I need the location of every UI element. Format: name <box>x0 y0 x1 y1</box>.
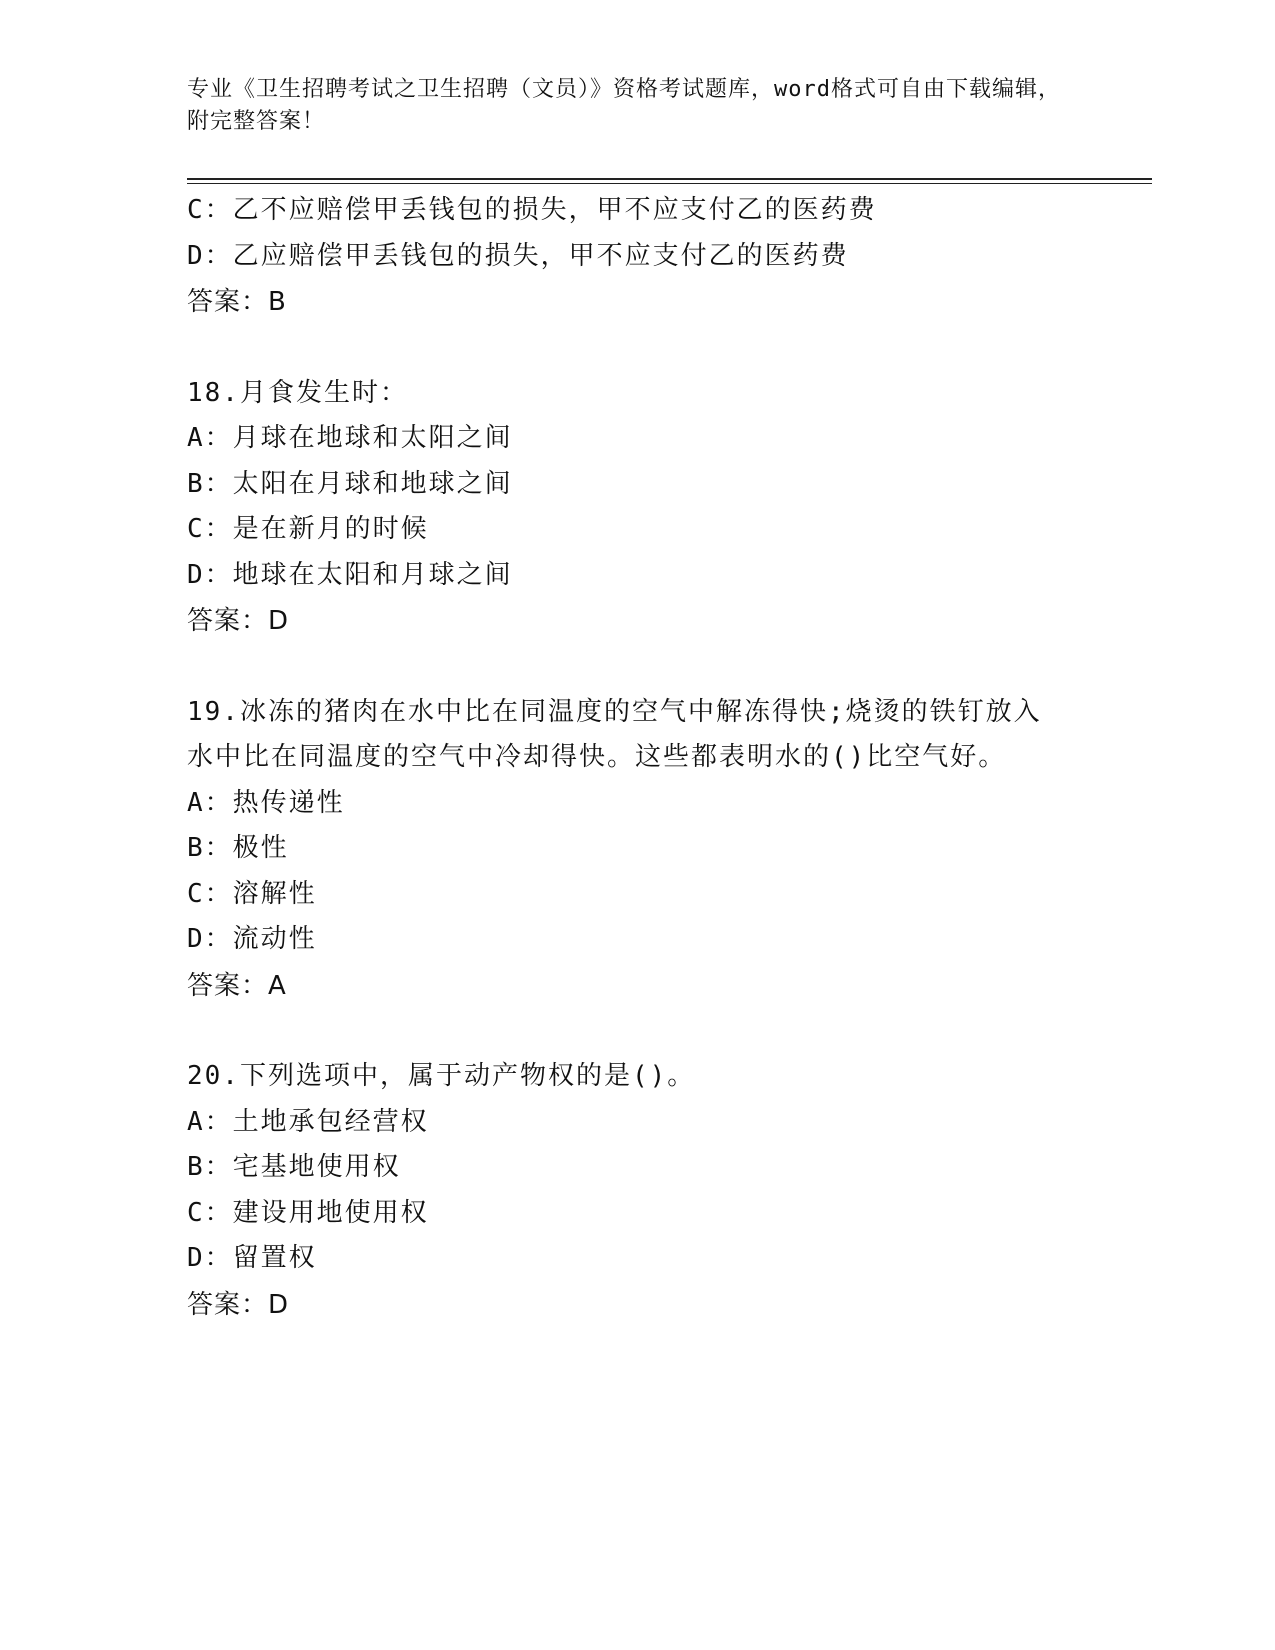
option-text: 乙应赔偿甲丢钱包的损失，甲不应支付乙的医药费 <box>232 240 849 271</box>
option-b <box>187 1145 1087 1191</box>
option-text: 地球在太阳和月球之间 <box>232 559 513 590</box>
option-label: A： <box>187 787 233 818</box>
option-a <box>187 781 1087 827</box>
option-b <box>187 826 1087 872</box>
option-text: 是在新月的时候 <box>232 514 429 544</box>
option-c <box>187 507 1087 553</box>
header-rule-thick <box>187 178 1152 180</box>
option-label: C： <box>187 195 233 225</box>
answer-line: 答案：D <box>187 606 290 636</box>
option-text: 太阳在月球和地球之间 <box>232 468 513 499</box>
option-label: C： <box>187 514 233 544</box>
option-label: B： <box>187 468 233 499</box>
option-label: D： <box>187 1243 233 1273</box>
spacer <box>187 325 1087 371</box>
option-label: B： <box>187 1152 233 1182</box>
option-label: A： <box>187 1106 233 1137</box>
option-d <box>187 553 1087 599</box>
option-label: D： <box>187 240 233 271</box>
option-text: 土地承包经营权 <box>232 1106 429 1137</box>
option-c <box>187 188 1087 234</box>
option-text: 溶解性 <box>232 878 317 909</box>
option-c <box>187 1191 1087 1237</box>
answer-line: 答案：D <box>187 1289 290 1320</box>
option-d <box>187 1236 1087 1282</box>
option-text: 月球在地球和太阳之间 <box>232 423 513 453</box>
spacer <box>187 1009 1087 1055</box>
option-text: 流动性 <box>232 924 317 954</box>
option-a <box>187 416 1087 462</box>
option-text: 乙不应赔偿甲丢钱包的损失，甲不应支付乙的医药费 <box>232 195 877 225</box>
option-text: 留置权 <box>232 1243 317 1273</box>
question-list <box>187 188 1087 1328</box>
header-rule-thin <box>187 183 1152 184</box>
option-label: C： <box>187 1197 233 1228</box>
option-text: 宅基地使用权 <box>232 1152 401 1182</box>
option-label: A： <box>187 423 233 453</box>
question-stem: 19.冰冻的猪肉在水中比在同温度的空气中解冻得快;烧烫的铁钉放入水中比在同温度的空气中冷却得快。这些都表明水的()比空气好。 <box>187 696 1042 772</box>
spacer <box>187 644 1087 690</box>
option-label: C： <box>187 878 233 909</box>
option-label: D： <box>187 924 233 954</box>
option-d <box>187 234 1087 280</box>
option-label: D： <box>187 559 233 590</box>
option-text: 建设用地使用权 <box>232 1197 429 1228</box>
option-a <box>187 1100 1087 1146</box>
option-text: 热传递性 <box>232 787 345 818</box>
document-header: 专业《卫生招聘考试之卫生招聘（文员）》资格考试题库，word格式可自由下载编辑，附完整答案！ <box>187 77 1061 134</box>
question-stem: 18.月食发生时： <box>187 377 408 408</box>
option-b <box>187 462 1087 508</box>
answer-line: 答案：B <box>187 287 287 317</box>
option-c <box>187 872 1087 918</box>
question-stem: 20.下列选项中，属于动产物权的是()。 <box>187 1061 696 1091</box>
option-d <box>187 917 1087 963</box>
option-label: B： <box>187 833 233 863</box>
option-text: 极性 <box>232 833 289 863</box>
answer-line: 答案：A <box>187 970 287 1001</box>
